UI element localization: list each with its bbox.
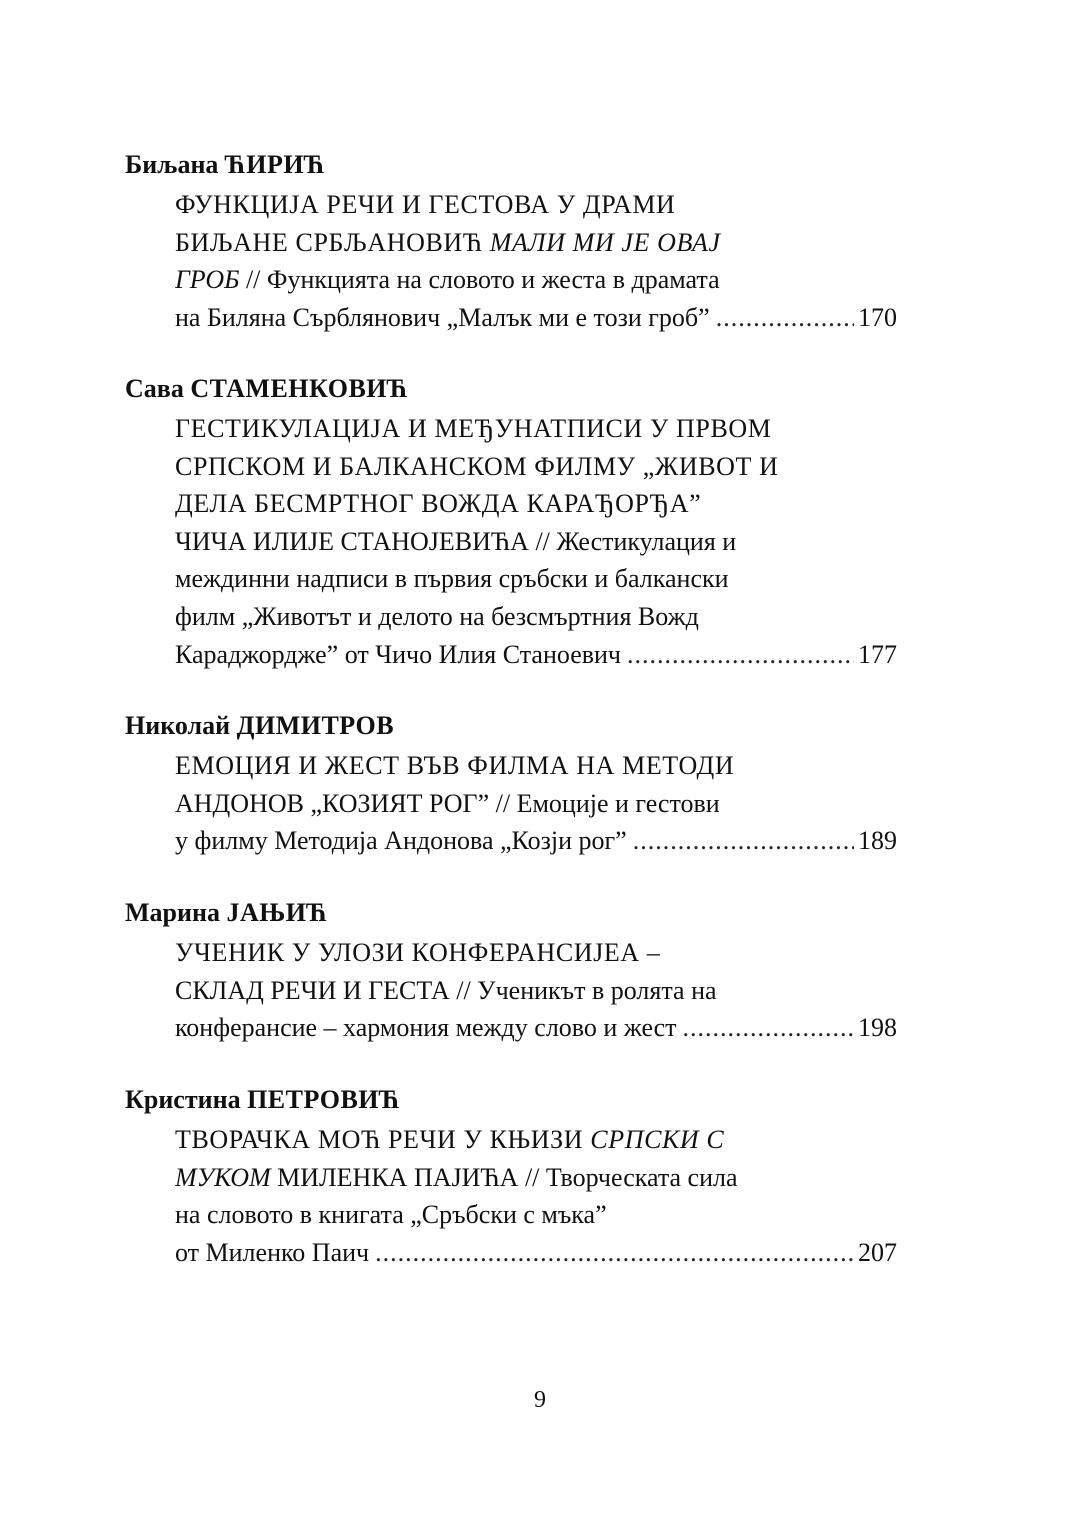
page-ref: 207 — [858, 1237, 897, 1267]
toc-entry-petrović — [125, 1085, 900, 1271]
title-segment: на Биляна Сърблянович „Малък ми е този гроб” — [175, 302, 710, 332]
leader-dots — [716, 299, 854, 337]
author-last-name: ЋИРИЋ — [224, 150, 326, 179]
title-italic-segment: МУКОМ — [175, 1162, 271, 1192]
leader-dots — [633, 822, 854, 860]
author-first-name: Сава — [125, 374, 184, 403]
title-line — [175, 1121, 897, 1159]
author-first-name: Кристина — [125, 1085, 241, 1114]
title-segment: Караджордже” от Чичо Илия Станоевич — [175, 639, 621, 669]
title-line: междинни надписи в първия сръбски и балкански — [175, 564, 729, 594]
title-last-line — [175, 1009, 897, 1047]
title-last-line — [175, 1234, 897, 1272]
title-line: ДЕЛА БЕСМРТНОГ ВОЖДА КАРАЂОРЂА” — [175, 489, 702, 519]
title-segment: у филму Методија Андонова „Козји рог” — [175, 826, 627, 856]
title-segment: конферансие – хармония между слово и жест — [175, 1013, 677, 1043]
title-last-line — [175, 299, 897, 337]
title-line: филм „Животът и делото на безсмъртния Вожд — [175, 601, 699, 631]
page-number: 9 — [534, 1387, 546, 1413]
author-last-name: ЈАЊИЋ — [226, 898, 328, 927]
entry-author — [125, 898, 900, 928]
page-ref: 170 — [858, 302, 897, 332]
page-ref: 189 — [858, 826, 897, 856]
entry-author — [125, 1085, 900, 1115]
title-line: СКЛАД РЕЧИ И ГЕСТА // Ученикът в ролята на — [175, 975, 717, 1005]
toc-entry-stamenković — [125, 374, 900, 673]
author-first-name: Биљана — [125, 150, 219, 179]
toc-entry-cirić — [125, 150, 900, 336]
title-italic-segment: СРПСКИ С — [590, 1125, 725, 1154]
title-segment: МИЛЕНКА ПАЈИЋА // Творческата сила — [270, 1162, 738, 1192]
leader-dots — [627, 636, 854, 674]
title-line — [175, 1159, 897, 1197]
author-first-name: Марина — [125, 898, 220, 927]
title-segment: от Миленко Паич — [175, 1237, 370, 1267]
title-segment: ТВОРАЧКА МОЋ РЕЧИ У КЊИЗИ — [175, 1125, 591, 1154]
page-ref: 177 — [858, 639, 897, 669]
title-line — [175, 224, 897, 262]
entry-author — [125, 711, 900, 741]
title-line: на словото в книгата „Сръбски с мъка” — [175, 1200, 607, 1230]
title-line: ГЕСТИКУЛАЦИЈА И МЕЂУНАТПИСИ У ПРВОМ — [175, 414, 772, 443]
title-italic-segment: МАЛИ МИ ЈЕ ОВАЈ — [489, 227, 721, 257]
title-line: УЧЕНИК У УЛОЗИ КОНФЕРАНСИЈЕА – — [175, 938, 661, 967]
title-segment: // Функцията на словото и жеста в драмата — [239, 265, 720, 295]
leader-dots — [683, 1009, 854, 1047]
toc-entry-janjić — [125, 898, 900, 1047]
toc-entry-dimitrov — [125, 711, 900, 860]
entry-author — [125, 374, 900, 404]
title-line — [175, 261, 897, 299]
title-last-line — [175, 636, 897, 674]
entry-author — [125, 150, 900, 180]
title-last-line — [175, 822, 897, 860]
title-line: ЧИЧА ИЛИЈЕ СТАНОЈЕВИЋА // Жестикулация и — [175, 526, 737, 556]
author-last-name: ПЕТРОВИЋ — [247, 1085, 401, 1114]
author-first-name: Николай — [125, 711, 231, 740]
title-segment: БИЉАНЕ СРБЉАНОВИЋ — [175, 227, 490, 257]
author-last-name: ДИМИТРОВ — [236, 711, 395, 740]
page-ref: 198 — [858, 1013, 897, 1043]
title-line: ЕМОЦИЯ И ЖЕСТ ВЪВ ФИЛМА НА МЕТОДИ — [175, 751, 735, 780]
title-line: СРПСКОМ И БАЛКАНСКОМ ФИЛМУ „ЖИВОТ И — [175, 451, 779, 481]
title-line: АНДОНОВ „КОЗИЯТ РОГ” // Емоције и гестови — [175, 788, 720, 818]
author-last-name: СТАМЕНКОВИЋ — [190, 374, 409, 403]
title-italic-segment: ГРОБ — [175, 265, 240, 295]
title-line: ФУНКЦИЈА РЕЧИ И ГЕСТОВА У ДРАМИ — [175, 190, 676, 219]
leader-dots — [375, 1234, 854, 1272]
